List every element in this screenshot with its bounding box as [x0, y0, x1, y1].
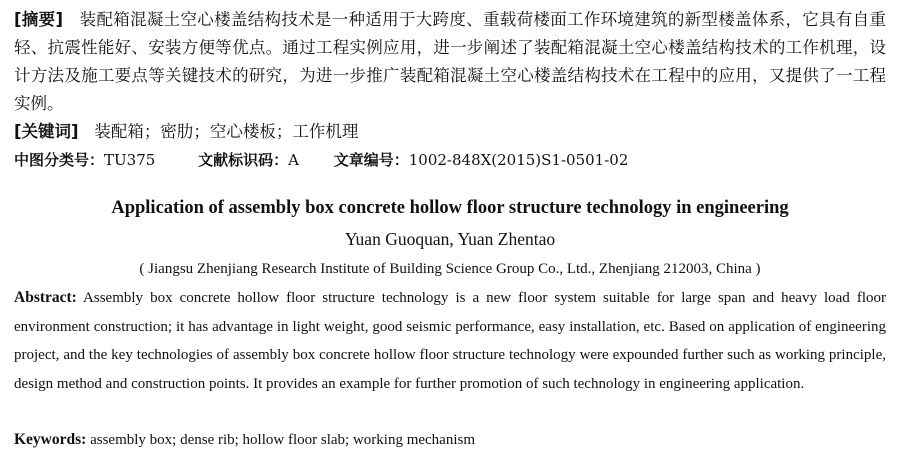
chinese-abstract-label: [摘要]: [14, 10, 63, 29]
clc-item: [14, 146, 155, 174]
english-keywords-label: Keywords:: [14, 431, 87, 448]
english-abstract: [14, 284, 886, 398]
english-keywords: [14, 426, 475, 454]
chinese-keywords-text: 装配箱；密肋；空心楼板；工作机理: [94, 122, 359, 141]
article-no-label: 文章编号：: [333, 151, 409, 169]
english-authors: Yuan Guoquan, Yuan Zhentao: [344, 229, 556, 249]
chinese-abstract-text: 装配箱混凝土空心楼盖结构技术是一种适用于大跨度、重载荷楼面工作环境建筑的新型楼盖体系，它具有自重轻、抗震性能好、安装方便等优点。通过工程实例应用，进一步阐述了装配箱混凝土空心楼盖结构技术的工作机理，设计方法及施工要点等关键技术的研究，为进一步推广装配箱混凝土空心楼盖结构技术在工程中的应用，又提供了一工程实例。: [14, 10, 886, 113]
english-affiliation: ( Jiangsu Zhenjiang Research Institute of Building Science Group Co., Ltd., Zhenjiang 212003, China ): [139, 261, 761, 277]
chinese-abstract: [14, 6, 886, 118]
english-abstract-label: Abstract:: [14, 289, 77, 306]
doc-code-label: 文献标识码：: [198, 151, 289, 169]
doc-code-value: A: [288, 151, 299, 169]
clc-label: 中图分类号：: [14, 151, 105, 169]
english-title: Application of assembly box concrete hollow floor structure technology in engineering: [111, 198, 789, 218]
chinese-keywords: [14, 118, 358, 146]
doc-code-item: [198, 146, 299, 174]
article-no-item: [334, 146, 629, 174]
chinese-metadata: [14, 146, 628, 174]
english-abstract-text: Assembly box concrete hollow floor structure technology is a new floor system suitable for large span and heavy load floor environment construction; it has advantage in light weight, good seismic performance, easy installation, etc. Based on application of engineering project, and the key technologies of assembly box concrete hollow floor structure technology were expounded further such as working principle, design method and construction points. It provides an example for further promotion of such technology in engineering application.: [14, 290, 886, 392]
clc-value: TU375: [104, 151, 156, 169]
english-keywords-text: assembly box; dense rib; hollow floor slab; working mechanism: [90, 432, 476, 448]
article-no-value: 1002-848X(2015)S1-0501-02: [408, 151, 629, 169]
chinese-keywords-label: [关键词]: [14, 122, 79, 141]
